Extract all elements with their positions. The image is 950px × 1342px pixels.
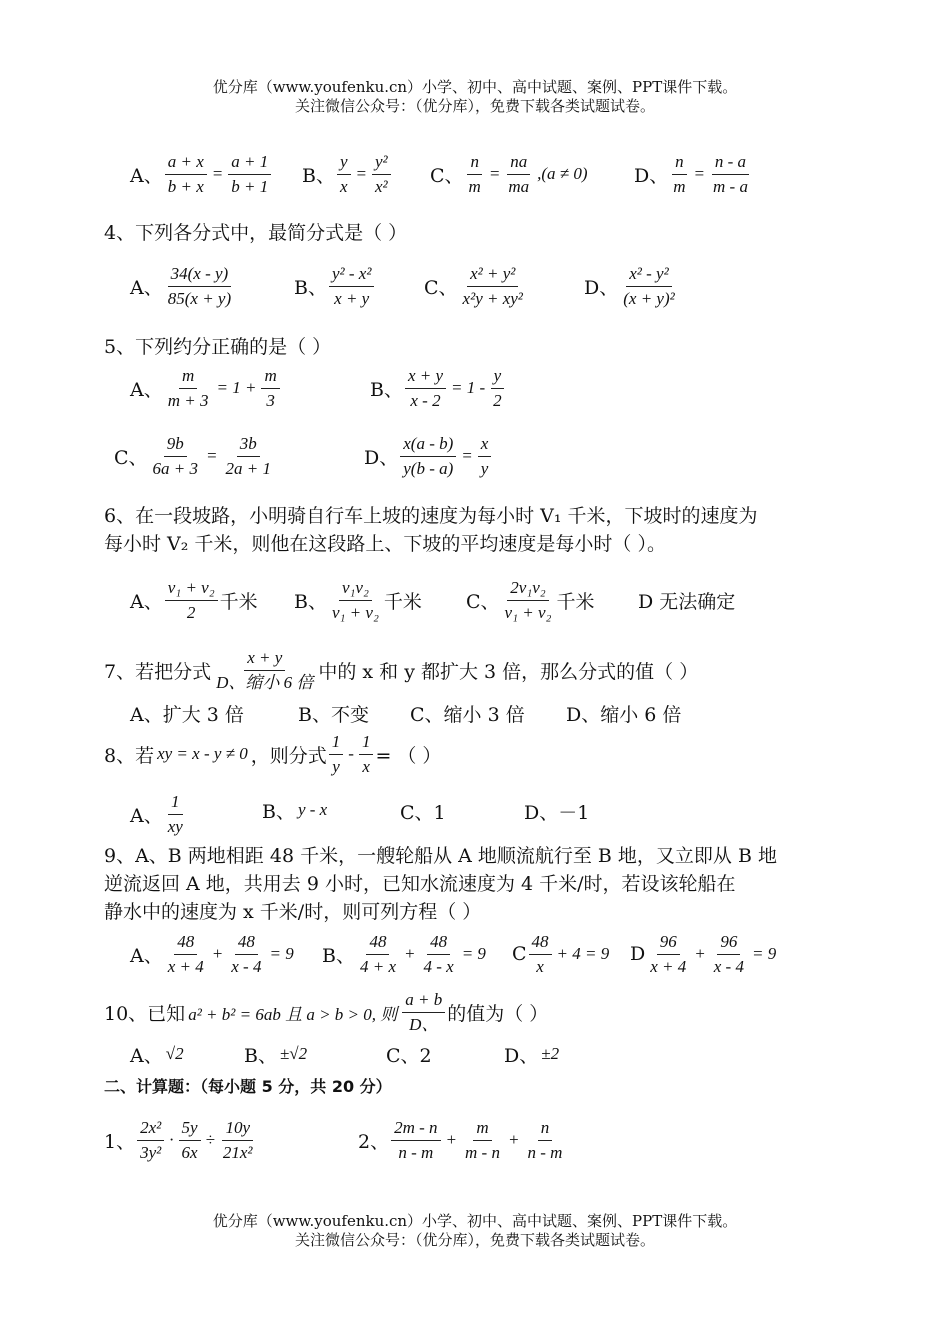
- q5-b-frac2: [490, 366, 505, 411]
- q4-b-label: B、: [294, 276, 327, 299]
- q6-c-n: 2v₁v₂: [507, 578, 548, 601]
- q5-a-label: A、: [130, 378, 163, 401]
- q4-option-a: [130, 258, 236, 314]
- q8-option-a: [130, 786, 188, 842]
- q9-a-plus: +: [211, 944, 224, 963]
- q9-c-label: C: [512, 943, 527, 965]
- p2-label: 2、: [358, 1130, 390, 1153]
- q6-line-2: 每小时 V₂ 千米，则他在这段路上、下坡的平均速度是每小时（ ）。: [104, 533, 666, 555]
- section-2-title: 二、计算题：（每小题 5 分，共 20 分）: [104, 1077, 392, 1096]
- q9-line-3: 静水中的速度为 x 千米/时，则可列方程（ ）: [104, 901, 482, 923]
- q8-condition: xy = x - y ≠ 0: [157, 744, 248, 763]
- p1-divide: ÷: [205, 1130, 215, 1149]
- q3-b-d2: x²: [375, 176, 388, 196]
- q8-a-label: A、: [130, 804, 163, 827]
- q5-c-frac1: [150, 434, 201, 479]
- q9-d-frac1: [647, 932, 689, 977]
- p1-d2: 6x: [181, 1142, 198, 1162]
- q7-frac: [213, 648, 316, 693]
- p2-frac2: [462, 1118, 503, 1163]
- q3-c-condition: ,(a ≠ 0): [537, 164, 588, 183]
- q5-stem: 5、下列约分正确的是（ ）: [104, 336, 332, 358]
- q3-c-label: C、: [430, 164, 464, 187]
- p2-frac3: [524, 1118, 565, 1163]
- q9-c-frac: [529, 932, 552, 977]
- q6-c-label: C、: [466, 590, 500, 613]
- q9-option-b: [322, 926, 489, 982]
- q4-a-n: 34(x - y): [168, 264, 232, 287]
- p1-frac1: [137, 1118, 164, 1163]
- q8-stem: [104, 726, 441, 782]
- q7-n: x + y: [244, 648, 285, 671]
- q9-d-plus: +: [694, 944, 706, 963]
- q8-option-b: [262, 782, 330, 838]
- q3-b-n1: y: [337, 152, 351, 175]
- q10-c-text: C、2: [386, 1044, 432, 1067]
- q5-d-frac1: [400, 434, 456, 479]
- p2-plus-2: +: [507, 1130, 520, 1149]
- q9-b-d1: 4 + x: [359, 956, 396, 976]
- q6-c-frac: [502, 578, 555, 623]
- q6-a-unit: 千米: [219, 590, 258, 613]
- q10-b-label: B、: [244, 1044, 277, 1067]
- q5-b-d2: 2: [493, 390, 502, 410]
- q7-d: D、缩小 6 倍: [216, 672, 314, 692]
- q8-d1: y: [332, 756, 340, 776]
- q6-a-label: A、: [130, 590, 163, 613]
- q9-a-label: A、: [130, 944, 163, 967]
- q5-option-a: [130, 360, 282, 416]
- q8-d2: x: [362, 756, 370, 776]
- q4-d-d: (x + y)²: [623, 288, 675, 308]
- q9-b-label: B、: [322, 944, 355, 967]
- q8-b-label: B、: [262, 800, 295, 823]
- q3-option-c: [430, 146, 591, 202]
- p2-plus-1: +: [445, 1130, 458, 1149]
- p2-n3: n: [538, 1118, 553, 1141]
- q6-b-d: v₁ + v₂: [331, 602, 379, 622]
- q8-minus: -: [348, 744, 354, 763]
- q9-d-n1: 96: [657, 932, 680, 955]
- p1-d1: 3y²: [140, 1142, 162, 1162]
- q6-a-frac: [165, 578, 218, 623]
- q6-c-unit: 千米: [556, 590, 595, 613]
- q3-d-n1: n: [672, 152, 687, 175]
- p2-frac1: [391, 1118, 440, 1163]
- q9-d-frac2: [711, 932, 747, 977]
- q3-b-d1: x: [339, 176, 348, 196]
- q3-c-n2: na: [507, 152, 530, 175]
- q3-d-n2: n - a: [712, 152, 749, 175]
- q5-c-n2: 3b: [237, 434, 260, 457]
- q5-d-n2: x: [478, 434, 492, 457]
- q9-stem: [104, 842, 864, 926]
- q6-b-n: v₁v₂: [339, 578, 372, 601]
- q5-option-d: [364, 428, 493, 484]
- q9-option-c: [512, 926, 612, 982]
- q5-c-frac2: [223, 434, 274, 479]
- q6-b-unit: 千米: [383, 590, 422, 613]
- q9-c-eq: + 4 = 9: [556, 944, 610, 963]
- q9-b-d2: 4 - x: [423, 956, 454, 976]
- q9-b-n1: 48: [366, 932, 389, 955]
- q8-a-d: xy: [167, 816, 183, 836]
- q6-option-a: [130, 572, 258, 628]
- q9-c-n: 48: [529, 932, 552, 955]
- q8-post: = （ ）: [375, 744, 442, 767]
- q5-d-d: y(b - a): [403, 458, 454, 478]
- q3-c-d1: m: [468, 176, 481, 196]
- q7-option-a: A、扩大 3 倍: [130, 704, 244, 726]
- q3-c-eq: =: [488, 164, 501, 183]
- q5-d-n: x(a - b): [400, 434, 456, 457]
- calc-problem-1: [104, 1112, 258, 1168]
- q5-d-mid: =: [461, 446, 473, 465]
- q3-option-b: [302, 146, 393, 202]
- q10-d-label: D、: [504, 1044, 539, 1067]
- q3-d-d1: m: [673, 176, 686, 196]
- q10-post: 的值为（ ）: [447, 1002, 549, 1025]
- q9-b-plus: +: [404, 944, 416, 963]
- q10-pre: 10、已知: [104, 1002, 186, 1025]
- calc-problem-2: [358, 1112, 567, 1168]
- q9-a-frac1: [165, 932, 207, 977]
- q6-c-d: v₁ + v₂: [504, 602, 552, 622]
- q5-a-n: m: [179, 366, 197, 389]
- q4-b-frac: [329, 264, 374, 309]
- q3-option-a: [130, 146, 273, 202]
- p1-d3: 21x²: [222, 1142, 253, 1162]
- footer-line-1: 优分库（www.youfenku.cn）小学、初中、高中试题、案例、PPT课件下载。: [212, 1212, 738, 1230]
- q4-c-label: C、: [424, 276, 458, 299]
- q9-b-frac2: [420, 932, 456, 977]
- q7-post: 中的 x 和 y 都扩大 3 倍，那么分式的值（ ）: [318, 660, 699, 683]
- q7-option-d: D、缩小 6 倍: [566, 704, 682, 726]
- q9-option-a: [130, 926, 297, 982]
- q9-b-eq: = 9: [461, 944, 486, 963]
- q5-b-n2: y: [491, 366, 505, 389]
- q9-d-d1: x + 4: [650, 956, 687, 976]
- q9-b-frac1: [357, 932, 399, 977]
- q4-b-n: y² - x²: [329, 264, 374, 287]
- q8-frac1: [329, 732, 344, 777]
- q3-c-frac2: [505, 152, 532, 197]
- q5-option-c: [114, 428, 276, 484]
- q9-d-n2: 96: [717, 932, 740, 955]
- q3-c-n1: n: [467, 152, 482, 175]
- q5-d-label: D、: [364, 446, 399, 469]
- q9-d-d2: x - 4: [713, 956, 744, 976]
- q6-b-frac: [329, 578, 382, 623]
- q4-a-d: 85(x + y): [167, 288, 232, 308]
- q9-line-2: 逆流返回 A 地，共用去 9 小时，已知水流速度为 4 千米/时，若设该轮船在: [104, 873, 736, 895]
- q8-option-c: C、1: [400, 802, 446, 824]
- q6-d-text: D 无法确定: [638, 590, 736, 613]
- q4-d-label: D、: [584, 276, 619, 299]
- q10-n: a + b: [402, 990, 445, 1013]
- q4-c-d: x²y + xy²: [462, 288, 523, 308]
- header-line-1: 优分库（www.youfenku.cn）小学、初中、高中试题、案例、PPT课件下载。: [212, 78, 738, 96]
- q5-b-frac1: [405, 366, 446, 411]
- q9-option-d: [630, 926, 779, 982]
- footer-line-2: 关注微信公众号：（优分库），免费下载各类试题试卷。: [294, 1231, 655, 1249]
- q3-a-n1: a + x: [165, 152, 207, 175]
- q5-c-label: C、: [114, 446, 148, 469]
- q8-option-d: D、－1: [524, 802, 590, 824]
- q7-pre: 7、若把分式: [104, 660, 212, 683]
- q5-a-d: m + 3: [167, 390, 209, 410]
- q3-option-d: [634, 146, 753, 202]
- q7-stem: [104, 642, 698, 698]
- q9-c-d: x: [536, 956, 544, 976]
- q7-option-b: B、不变: [298, 704, 369, 726]
- p1-frac3: [220, 1118, 256, 1163]
- q5-a-frac2: [261, 366, 279, 411]
- p1-label: 1、: [104, 1130, 136, 1153]
- q4-option-c: [424, 258, 528, 314]
- q10-d: D、: [409, 1014, 439, 1034]
- q5-c-n: 9b: [164, 434, 187, 457]
- q3-d-frac2: [710, 152, 751, 197]
- q8-n2: 1: [359, 732, 374, 755]
- q5-b-mid: = 1 -: [451, 378, 486, 397]
- q3-a-d1: b + x: [167, 176, 204, 196]
- q8-a-n: 1: [168, 792, 183, 815]
- q5-d-d2: y: [480, 458, 489, 478]
- q3-b-frac2: [372, 152, 391, 197]
- q10-option-c: [386, 1026, 432, 1082]
- q3-c-d2: ma: [508, 176, 530, 196]
- q3-a-frac2: [228, 152, 271, 197]
- q6-line-1: 6、在一段坡路，小明骑自行车上坡的速度为每小时 V₁ 千米，下坡时的速度为: [104, 505, 758, 527]
- q4-c-frac: [460, 264, 526, 309]
- q6-b-label: B、: [294, 590, 327, 613]
- q5-b-label: B、: [370, 378, 403, 401]
- q6-option-d: [638, 572, 735, 628]
- q10-b-value: ±√2: [279, 1044, 308, 1063]
- p1-frac2: [179, 1118, 201, 1163]
- q8-pre: 8、若: [104, 744, 155, 767]
- q5-c-d2: 2a + 1: [225, 458, 271, 478]
- q6-a-n: v₁ + v₂: [165, 578, 218, 601]
- p2-d1: n - m: [398, 1142, 434, 1162]
- q5-b-n: x + y: [405, 366, 446, 389]
- q4-b-d: x + y: [334, 288, 370, 308]
- q3-c-frac1: [466, 152, 484, 197]
- q6-a-d: 2: [186, 602, 196, 622]
- q4-stem: 4、下列各分式中，最简分式是（ ）: [104, 222, 408, 244]
- p1-n3: 10y: [222, 1118, 253, 1141]
- q10-a-value: √2: [165, 1044, 184, 1063]
- q5-a-mid: = 1 +: [216, 378, 257, 397]
- q4-a-label: A、: [130, 276, 163, 299]
- q4-a-frac: [165, 264, 234, 309]
- q10-option-d: [504, 1026, 562, 1082]
- p1-dot: ·: [169, 1130, 174, 1149]
- header-line-2: 关注微信公众号：（优分库），免费下载各类试题试卷。: [294, 97, 655, 115]
- q9-a-d2: x - 4: [231, 956, 262, 976]
- q3-d-d2: m - a: [713, 176, 748, 196]
- p1-n1: 2x²: [137, 1118, 164, 1141]
- q3-a-label: A、: [130, 164, 163, 187]
- q8-b-value: y - x: [297, 800, 328, 819]
- q8-frac2: [359, 732, 374, 777]
- q6-option-b: [294, 572, 422, 628]
- q5-c-mid: =: [206, 446, 218, 465]
- q9-a-d1: x + 4: [167, 956, 204, 976]
- p2-n1: 2m - n: [391, 1118, 440, 1141]
- q6-stem: [104, 502, 864, 558]
- q8-n1: 1: [329, 732, 344, 755]
- p2-d2: m - n: [465, 1142, 500, 1162]
- q3-b-eq: =: [355, 164, 367, 183]
- q4-option-b: [294, 258, 376, 314]
- q3-b-frac1: [337, 152, 351, 197]
- p2-d3: n - m: [527, 1142, 563, 1162]
- q3-a-d2: b + 1: [231, 176, 269, 196]
- q8-mid: ，则分式: [250, 744, 327, 767]
- q10-a-label: A、: [130, 1044, 163, 1067]
- q4-d-frac: [620, 264, 677, 309]
- q3-d-eq: =: [693, 164, 705, 183]
- page-header: [0, 78, 950, 116]
- q9-a-frac2: [228, 932, 264, 977]
- q9-a-eq: = 9: [269, 944, 294, 963]
- q7-option-c: C、缩小 3 倍: [410, 704, 525, 726]
- q5-b-d: x - 2: [410, 390, 441, 410]
- q3-a-eq: =: [211, 164, 224, 183]
- q3-b-label: B、: [302, 164, 335, 187]
- q4-c-n: x² + y²: [467, 264, 518, 287]
- q9-b-n2: 48: [427, 932, 450, 955]
- q3-a-n2: a + 1: [228, 152, 271, 175]
- q4-option-d: [584, 258, 680, 314]
- page-footer: [0, 1212, 950, 1250]
- q8-a-frac: [165, 792, 186, 837]
- q10-d-value: ±2: [541, 1044, 560, 1063]
- q9-line-1: 9、A、B 两地相距 48 千米，一艘轮船从 A 地顺流航行至 B 地，又立即从 B 地: [104, 845, 777, 867]
- q5-option-b: [370, 360, 507, 416]
- q3-b-n2: y²: [372, 152, 391, 175]
- q10-condition: a² + b² = 6ab 且 a > b > 0, 则: [188, 1004, 398, 1024]
- q3-d-label: D、: [634, 164, 669, 187]
- q5-d-frac2: [478, 434, 492, 479]
- q3-d-frac1: [670, 152, 688, 197]
- q9-d-label: D: [630, 943, 646, 965]
- q9-a-n1: 48: [174, 932, 197, 955]
- p1-n2: 5y: [179, 1118, 201, 1141]
- q9-a-n2: 48: [235, 932, 258, 955]
- q5-c-d: 6a + 3: [152, 458, 199, 478]
- p2-n2: m: [473, 1118, 491, 1141]
- q5-a-n2: m: [261, 366, 279, 389]
- q3-a-frac1: [165, 152, 207, 197]
- q5-a-d2: 3: [266, 390, 275, 410]
- q4-d-n: x² - y²: [626, 264, 671, 287]
- q6-option-c: [466, 572, 594, 628]
- q5-a-frac1: [165, 366, 212, 411]
- q9-d-eq: = 9: [751, 944, 777, 963]
